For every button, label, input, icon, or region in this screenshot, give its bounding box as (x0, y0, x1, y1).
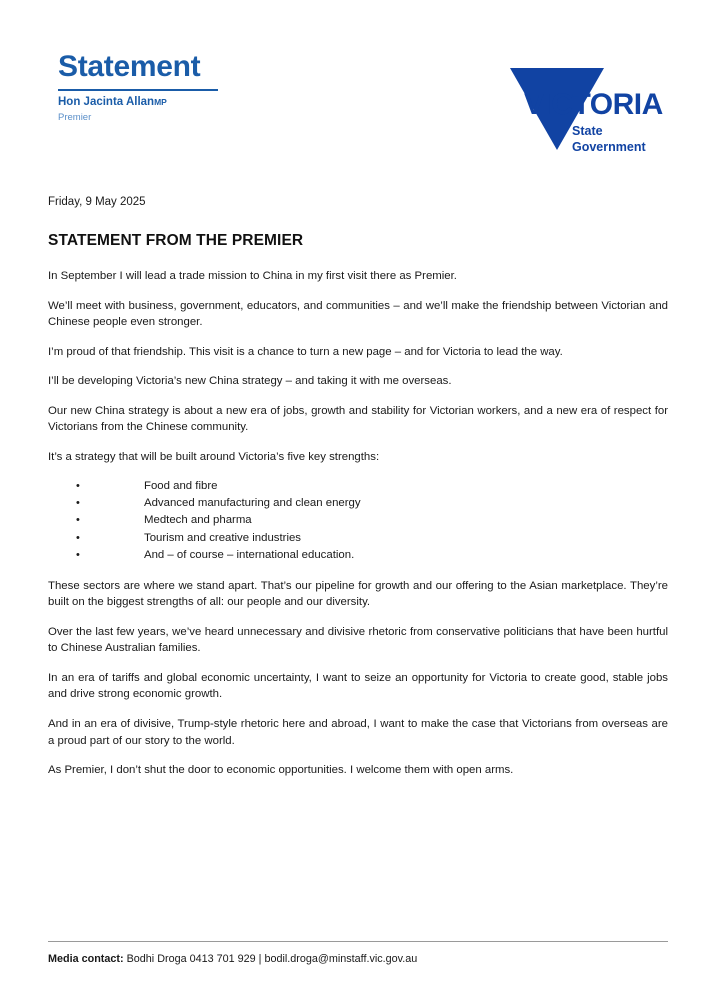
minister-role: Premier (58, 111, 92, 123)
minister-name-text: Hon Jacinta Allan (58, 96, 155, 108)
body-paragraph: In an era of tariffs and global economic uncertainty, I want to seize an opportunity for Victoria to create good, stable jobs and drive strong economic growth. (48, 671, 668, 701)
masthead (58, 52, 218, 123)
body-paragraph: Our new China strategy is about a new era of jobs, growth and stability for Victorian workers, and a new era of respect for Victorians from the Chinese community. (48, 404, 668, 434)
footer-divider (48, 941, 668, 942)
body-paragraph: I’m proud of that friendship. This visit is a chance to turn a new page – and for Victoria to lead the way. (48, 345, 563, 358)
list-item: • Medtech and pharma (48, 512, 668, 529)
body-paragraph: Over the last few years, we’ve heard unnecessary and divisive rhetoric from conservative politicians that have been hurtful to Chinese Australian families. (48, 625, 668, 655)
document-heading: STATEMENT FROM THE PREMIER (48, 232, 304, 249)
body-paragraph: It’s a strategy that will be built around Victoria’s five key strengths: (48, 450, 380, 463)
document-footer (48, 941, 668, 966)
document-date: Friday, 9 May 2025 (48, 196, 146, 208)
victoria-logo-line1: State (572, 124, 603, 138)
masthead-divider (58, 89, 218, 91)
letterhead (0, 52, 710, 162)
body-paragraph: We’ll meet with business, government, educators, and communities – and we’ll make the friendship between Victorian and Chinese people even stronger. (48, 299, 668, 329)
masthead-title: Statement (58, 50, 201, 83)
strengths-list (48, 478, 668, 564)
body-paragraph: I’ll be developing Victoria’s new China strategy – and taking it with me overseas. (48, 375, 452, 388)
victoria-wordmark: VICTORIA (524, 88, 663, 121)
media-contact-label: Media contact: (48, 952, 124, 965)
body-paragraph: In September I will lead a trade mission to China in my first visit there as Premier. (48, 270, 457, 282)
minister-postnominal: MP (154, 97, 167, 107)
document-body (48, 196, 668, 792)
list-item: • And – of course – international education. (48, 547, 668, 564)
list-item: • Advanced manufacturing and clean energy (48, 495, 668, 512)
media-contact-details: Bodhi Droga 0413 701 929 | bodil.droga@minstaff.vic.gov.au (123, 952, 418, 965)
victoria-logo-line2: Government (572, 139, 646, 154)
body-paragraph: And in an era of divisive, Trump-style rhetoric here and abroad, I want to make the case that Victorians from overseas are a proud part of our story to the world. (48, 717, 668, 747)
media-contact (48, 952, 668, 966)
body-paragraph: These sectors are where we stand apart. That’s our pipeline for growth and our offering to the Asian marketplace. They’re built on the biggest strengths of all: our people and our diversity. (48, 579, 668, 609)
victoria-logo-subtitle (572, 124, 646, 155)
victoria-government-logo (510, 68, 670, 198)
body-paragraph: As Premier, I don’t shut the door to economic opportunities. I welcome them with open arms. (48, 764, 514, 777)
list-item: • Food and fibre (48, 478, 668, 495)
minister-name (58, 96, 218, 110)
list-item: • Tourism and creative industries (48, 530, 668, 547)
